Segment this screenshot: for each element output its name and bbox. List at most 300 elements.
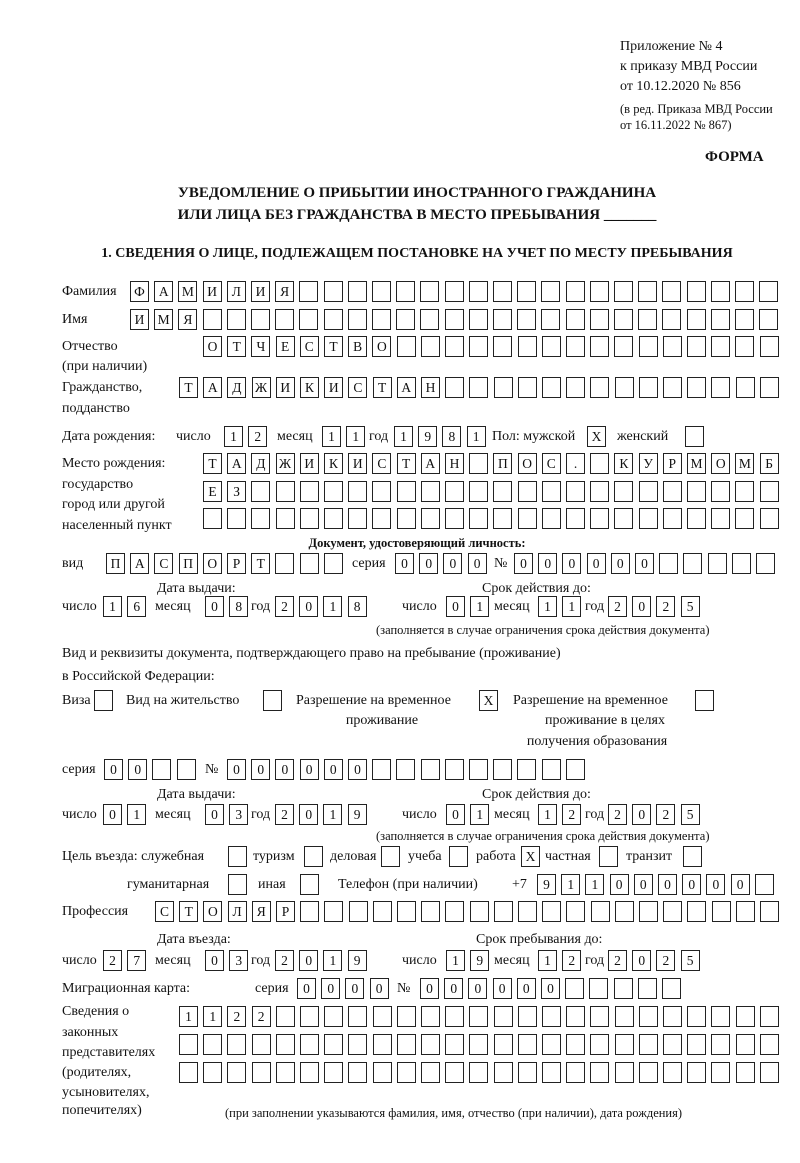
name-char-box[interactable] <box>469 309 488 330</box>
entry-year-char-box[interactable]: 0 <box>299 950 318 971</box>
surname-char-box[interactable]: И <box>203 281 222 302</box>
birthplace-char-box[interactable] <box>372 508 391 529</box>
issue-month-char-box[interactable]: 3 <box>229 804 248 825</box>
residence-number-char-box[interactable] <box>469 759 488 780</box>
representatives-char-box[interactable] <box>300 1006 319 1027</box>
doc-number-char-box[interactable]: 0 <box>587 553 606 574</box>
profession-char-box[interactable]: Т <box>179 901 198 922</box>
name-char-box[interactable] <box>735 309 754 330</box>
phone-char-box[interactable]: 1 <box>585 874 604 895</box>
patronymic-char-box[interactable] <box>639 336 658 357</box>
phone-char-box[interactable]: 0 <box>682 874 701 895</box>
representatives-char-box[interactable] <box>494 1034 513 1055</box>
name-char-box[interactable] <box>493 309 512 330</box>
surname-char-box[interactable] <box>517 281 536 302</box>
birthplace-char-box[interactable]: М <box>735 453 754 474</box>
representatives-char-box[interactable] <box>445 1062 464 1083</box>
issue-month-char-box[interactable]: 8 <box>229 596 248 617</box>
entry-year-char-box[interactable]: 2 <box>275 950 294 971</box>
patronymic-char-box[interactable]: Ч <box>251 336 270 357</box>
birthplace-char-box[interactable] <box>372 481 391 502</box>
doc-type-char-box[interactable]: П <box>106 553 125 574</box>
citizenship-char-box[interactable]: А <box>203 377 222 398</box>
phone-char-box[interactable]: 0 <box>634 874 653 895</box>
citizenship-char-box[interactable] <box>711 377 730 398</box>
doc-number-char-box[interactable]: 0 <box>635 553 654 574</box>
surname-char-box[interactable] <box>566 281 585 302</box>
issue-year-char-box[interactable]: 2 <box>275 804 294 825</box>
patronymic-char-box[interactable] <box>735 336 754 357</box>
profession-char-box[interactable]: Л <box>228 901 247 922</box>
name-char-box[interactable]: М <box>154 309 173 330</box>
surname-char-box[interactable] <box>687 281 706 302</box>
birthplace-char-box[interactable]: С <box>372 453 391 474</box>
migration-number-char-box[interactable]: 0 <box>493 978 512 999</box>
birth-year-char-box[interactable]: 1 <box>394 426 413 447</box>
residence-number-char-box[interactable] <box>493 759 512 780</box>
surname-char-box[interactable] <box>299 281 318 302</box>
citizenship-char-box[interactable] <box>518 377 537 398</box>
male-checkbox[interactable]: X <box>587 426 606 447</box>
birth-month-char-box[interactable]: 1 <box>346 426 365 447</box>
study-checkbox[interactable] <box>449 846 468 867</box>
representatives-char-box[interactable] <box>518 1034 537 1055</box>
birthplace-char-box[interactable] <box>469 508 488 529</box>
migration-number-char-box[interactable]: 0 <box>468 978 487 999</box>
valid-month-char-box[interactable]: 1 <box>538 596 557 617</box>
entry-day-char-box[interactable]: 7 <box>127 950 146 971</box>
migration-number-char-box[interactable] <box>614 978 633 999</box>
representatives-char-box[interactable] <box>421 1034 440 1055</box>
birth-day-char-box[interactable]: 1 <box>224 426 243 447</box>
profession-char-box[interactable] <box>324 901 343 922</box>
citizenship-char-box[interactable] <box>494 377 513 398</box>
birthplace-char-box[interactable]: Ж <box>276 453 295 474</box>
surname-char-box[interactable]: М <box>178 281 197 302</box>
citizenship-char-box[interactable] <box>736 377 755 398</box>
birthplace-char-box[interactable]: Е <box>203 481 222 502</box>
representatives-char-box[interactable] <box>518 1006 537 1027</box>
citizenship-char-box[interactable] <box>590 377 609 398</box>
representatives-char-box[interactable] <box>494 1006 513 1027</box>
representatives-char-box[interactable] <box>711 1034 730 1055</box>
private-checkbox[interactable] <box>599 846 618 867</box>
patronymic-char-box[interactable] <box>397 336 416 357</box>
surname-char-box[interactable] <box>759 281 778 302</box>
representatives-char-box[interactable] <box>469 1006 488 1027</box>
issue-year-char-box[interactable]: 2 <box>275 596 294 617</box>
valid-year-char-box[interactable]: 2 <box>608 596 627 617</box>
name-char-box[interactable] <box>445 309 464 330</box>
representatives-char-box[interactable] <box>736 1006 755 1027</box>
birthplace-char-box[interactable] <box>566 508 585 529</box>
visa-checkbox[interactable] <box>94 690 113 711</box>
citizenship-char-box[interactable] <box>566 377 585 398</box>
representatives-char-box[interactable] <box>566 1034 585 1055</box>
valid-year-char-box[interactable]: 2 <box>608 804 627 825</box>
birthplace-char-box[interactable] <box>445 508 464 529</box>
representatives-char-box[interactable] <box>276 1006 295 1027</box>
citizenship-char-box[interactable] <box>542 377 561 398</box>
migration-number-char-box[interactable]: 0 <box>517 978 536 999</box>
patronymic-char-box[interactable]: В <box>348 336 367 357</box>
patronymic-char-box[interactable] <box>518 336 537 357</box>
doc-type-char-box[interactable] <box>300 553 319 574</box>
surname-char-box[interactable] <box>638 281 657 302</box>
citizenship-char-box[interactable] <box>639 377 658 398</box>
issue-day-char-box[interactable]: 1 <box>127 804 146 825</box>
residence-number-char-box[interactable] <box>396 759 415 780</box>
representatives-char-box[interactable] <box>445 1034 464 1055</box>
patronymic-char-box[interactable]: Т <box>324 336 343 357</box>
representatives-char-box[interactable] <box>760 1062 779 1083</box>
name-char-box[interactable] <box>759 309 778 330</box>
representatives-char-box[interactable] <box>542 1006 561 1027</box>
until-day-char-box[interactable]: 1 <box>446 950 465 971</box>
birthplace-char-box[interactable] <box>276 481 295 502</box>
birthplace-char-box[interactable] <box>493 481 512 502</box>
issue-month-char-box[interactable]: 0 <box>205 596 224 617</box>
patronymic-char-box[interactable]: Т <box>227 336 246 357</box>
representatives-char-box[interactable] <box>373 1006 392 1027</box>
until-day-char-box[interactable]: 9 <box>470 950 489 971</box>
birthplace-char-box[interactable]: К <box>324 453 343 474</box>
migration-number-char-box[interactable] <box>589 978 608 999</box>
birthplace-char-box[interactable] <box>324 481 343 502</box>
birthplace-char-box[interactable] <box>469 481 488 502</box>
surname-char-box[interactable] <box>372 281 391 302</box>
residence-number-char-box[interactable] <box>517 759 536 780</box>
issue-day-char-box[interactable]: 1 <box>103 596 122 617</box>
representatives-char-box[interactable] <box>300 1062 319 1083</box>
surname-char-box[interactable]: Ф <box>130 281 149 302</box>
doc-series-char-box[interactable]: 0 <box>395 553 414 574</box>
name-char-box[interactable] <box>372 309 391 330</box>
representatives-char-box[interactable] <box>348 1062 367 1083</box>
phone-char-box[interactable]: 1 <box>561 874 580 895</box>
birthplace-char-box[interactable]: Т <box>203 453 222 474</box>
profession-char-box[interactable] <box>760 901 779 922</box>
patronymic-char-box[interactable]: О <box>203 336 222 357</box>
residence-number-char-box[interactable] <box>445 759 464 780</box>
name-char-box[interactable] <box>711 309 730 330</box>
representatives-char-box[interactable] <box>324 1062 343 1083</box>
migration-series-char-box[interactable]: 0 <box>370 978 389 999</box>
surname-char-box[interactable]: Я <box>275 281 294 302</box>
birthplace-char-box[interactable] <box>566 481 585 502</box>
representatives-char-box[interactable] <box>615 1062 634 1083</box>
profession-char-box[interactable]: С <box>155 901 174 922</box>
representatives-char-box[interactable] <box>445 1006 464 1027</box>
representatives-char-box[interactable] <box>590 1006 609 1027</box>
birthplace-char-box[interactable] <box>469 453 488 474</box>
representatives-char-box[interactable] <box>542 1062 561 1083</box>
name-char-box[interactable] <box>590 309 609 330</box>
issue-year-char-box[interactable]: 9 <box>348 804 367 825</box>
issue-year-char-box[interactable]: 8 <box>348 596 367 617</box>
birthplace-char-box[interactable] <box>518 481 537 502</box>
representatives-char-box[interactable] <box>736 1062 755 1083</box>
until-year-char-box[interactable]: 5 <box>681 950 700 971</box>
doc-number-char-box[interactable] <box>683 553 702 574</box>
valid-year-char-box[interactable]: 2 <box>656 596 675 617</box>
residence-number-char-box[interactable]: 0 <box>227 759 246 780</box>
surname-char-box[interactable] <box>396 281 415 302</box>
residence-number-char-box[interactable] <box>566 759 585 780</box>
profession-char-box[interactable]: О <box>203 901 222 922</box>
name-char-box[interactable] <box>396 309 415 330</box>
until-year-char-box[interactable]: 2 <box>656 950 675 971</box>
patronymic-char-box[interactable] <box>711 336 730 357</box>
residence-number-char-box[interactable] <box>372 759 391 780</box>
birthplace-char-box[interactable] <box>614 508 633 529</box>
surname-char-box[interactable] <box>541 281 560 302</box>
profession-char-box[interactable] <box>687 901 706 922</box>
representatives-char-box[interactable] <box>760 1034 779 1055</box>
valid-month-char-box[interactable]: 1 <box>538 804 557 825</box>
citizenship-char-box[interactable]: К <box>300 377 319 398</box>
surname-char-box[interactable]: А <box>154 281 173 302</box>
surname-char-box[interactable] <box>445 281 464 302</box>
residence-number-char-box[interactable]: 0 <box>275 759 294 780</box>
issue-year-char-box[interactable]: 1 <box>323 596 342 617</box>
birthplace-char-box[interactable] <box>493 508 512 529</box>
representatives-char-box[interactable] <box>687 1062 706 1083</box>
profession-char-box[interactable]: Р <box>276 901 295 922</box>
representatives-char-box[interactable] <box>711 1006 730 1027</box>
doc-number-char-box[interactable] <box>659 553 678 574</box>
surname-char-box[interactable] <box>662 281 681 302</box>
valid-year-char-box[interactable]: 2 <box>656 804 675 825</box>
representatives-char-box[interactable] <box>639 1006 658 1027</box>
birthplace-char-box[interactable] <box>445 481 464 502</box>
surname-char-box[interactable] <box>348 281 367 302</box>
phone-char-box[interactable]: 0 <box>610 874 629 895</box>
birthplace-char-box[interactable] <box>518 508 537 529</box>
profession-char-box[interactable] <box>421 901 440 922</box>
doc-number-char-box[interactable]: 0 <box>514 553 533 574</box>
valid-year-char-box[interactable]: 0 <box>632 804 651 825</box>
doc-series-char-box[interactable]: 0 <box>443 553 462 574</box>
patronymic-char-box[interactable] <box>493 336 512 357</box>
valid-year-char-box[interactable]: 0 <box>632 596 651 617</box>
representatives-char-box[interactable] <box>300 1034 319 1055</box>
patronymic-char-box[interactable] <box>663 336 682 357</box>
representatives-char-box[interactable] <box>421 1062 440 1083</box>
valid-month-char-box[interactable]: 2 <box>562 804 581 825</box>
phone-char-box[interactable]: 0 <box>706 874 725 895</box>
citizenship-char-box[interactable] <box>687 377 706 398</box>
valid-year-char-box[interactable]: 5 <box>681 804 700 825</box>
residence-series-char-box[interactable]: 0 <box>128 759 147 780</box>
name-char-box[interactable] <box>517 309 536 330</box>
until-month-char-box[interactable]: 2 <box>562 950 581 971</box>
profession-char-box[interactable] <box>470 901 489 922</box>
birthplace-char-box[interactable] <box>590 481 609 502</box>
profession-char-box[interactable] <box>591 901 610 922</box>
representatives-char-box[interactable] <box>179 1062 198 1083</box>
surname-char-box[interactable]: Л <box>227 281 246 302</box>
business-checkbox[interactable] <box>381 846 400 867</box>
migration-series-char-box[interactable]: 0 <box>297 978 316 999</box>
birthplace-char-box[interactable] <box>542 481 561 502</box>
phone-char-box[interactable]: 0 <box>658 874 677 895</box>
female-checkbox[interactable] <box>685 426 704 447</box>
representatives-char-box[interactable] <box>663 1006 682 1027</box>
birthplace-char-box[interactable]: З <box>227 481 246 502</box>
doc-number-char-box[interactable]: 0 <box>538 553 557 574</box>
edu-permit-checkbox[interactable] <box>695 690 714 711</box>
birthplace-char-box[interactable] <box>639 508 658 529</box>
birthplace-char-box[interactable] <box>227 508 246 529</box>
birth-year-char-box[interactable]: 8 <box>442 426 461 447</box>
representatives-char-box[interactable] <box>663 1062 682 1083</box>
residence-series-char-box[interactable]: 0 <box>104 759 123 780</box>
birthplace-char-box[interactable] <box>348 508 367 529</box>
valid-day-char-box[interactable]: 1 <box>470 596 489 617</box>
citizenship-char-box[interactable] <box>615 377 634 398</box>
representatives-char-box[interactable] <box>373 1034 392 1055</box>
entry-day-char-box[interactable]: 2 <box>103 950 122 971</box>
patronymic-char-box[interactable] <box>421 336 440 357</box>
profession-char-box[interactable] <box>300 901 319 922</box>
until-year-char-box[interactable]: 0 <box>632 950 651 971</box>
representatives-char-box[interactable] <box>276 1062 295 1083</box>
birthplace-char-box[interactable]: А <box>227 453 246 474</box>
doc-type-char-box[interactable]: О <box>203 553 222 574</box>
migration-number-char-box[interactable]: 0 <box>444 978 463 999</box>
representatives-char-box[interactable] <box>348 1006 367 1027</box>
doc-type-char-box[interactable] <box>324 553 343 574</box>
birthplace-char-box[interactable] <box>203 508 222 529</box>
doc-type-char-box[interactable]: С <box>154 553 173 574</box>
surname-char-box[interactable] <box>735 281 754 302</box>
representatives-char-box[interactable] <box>687 1006 706 1027</box>
representatives-char-box[interactable]: 1 <box>203 1006 222 1027</box>
name-char-box[interactable] <box>614 309 633 330</box>
issue-year-char-box[interactable]: 0 <box>299 596 318 617</box>
patronymic-char-box[interactable] <box>687 336 706 357</box>
representatives-char-box[interactable] <box>760 1006 779 1027</box>
representatives-char-box[interactable] <box>324 1034 343 1055</box>
representatives-char-box[interactable] <box>566 1062 585 1083</box>
citizenship-char-box[interactable]: Ж <box>252 377 271 398</box>
valid-day-char-box[interactable]: 0 <box>446 596 465 617</box>
representatives-char-box[interactable] <box>494 1062 513 1083</box>
profession-char-box[interactable] <box>615 901 634 922</box>
representatives-char-box[interactable] <box>203 1034 222 1055</box>
migration-series-char-box[interactable]: 0 <box>321 978 340 999</box>
birthplace-char-box[interactable]: У <box>639 453 658 474</box>
birthplace-char-box[interactable]: О <box>518 453 537 474</box>
representatives-char-box[interactable]: 2 <box>252 1006 271 1027</box>
doc-type-char-box[interactable] <box>275 553 294 574</box>
issue-year-char-box[interactable]: 1 <box>323 804 342 825</box>
doc-number-char-box[interactable] <box>732 553 751 574</box>
birthplace-char-box[interactable]: М <box>687 453 706 474</box>
issue-day-char-box[interactable]: 0 <box>103 804 122 825</box>
birthplace-char-box[interactable] <box>324 508 343 529</box>
until-month-char-box[interactable]: 1 <box>538 950 557 971</box>
patronymic-char-box[interactable]: С <box>300 336 319 357</box>
migration-series-char-box[interactable]: 0 <box>345 978 364 999</box>
doc-number-char-box[interactable] <box>756 553 775 574</box>
citizenship-char-box[interactable]: С <box>348 377 367 398</box>
migration-number-char-box[interactable] <box>638 978 657 999</box>
issue-day-char-box[interactable]: 6 <box>127 596 146 617</box>
surname-char-box[interactable] <box>493 281 512 302</box>
name-char-box[interactable] <box>299 309 318 330</box>
profession-char-box[interactable] <box>518 901 537 922</box>
citizenship-char-box[interactable]: И <box>276 377 295 398</box>
name-char-box[interactable] <box>566 309 585 330</box>
name-char-box[interactable] <box>662 309 681 330</box>
birthplace-char-box[interactable] <box>687 481 706 502</box>
patronymic-char-box[interactable]: Е <box>276 336 295 357</box>
citizenship-char-box[interactable]: Т <box>179 377 198 398</box>
temp-permit-checkbox[interactable]: X <box>479 690 498 711</box>
name-char-box[interactable] <box>348 309 367 330</box>
profession-char-box[interactable] <box>542 901 561 922</box>
citizenship-char-box[interactable]: А <box>397 377 416 398</box>
until-year-char-box[interactable]: 2 <box>608 950 627 971</box>
phone-char-box[interactable] <box>755 874 774 895</box>
patronymic-char-box[interactable] <box>760 336 779 357</box>
residence-number-char-box[interactable] <box>542 759 561 780</box>
birthplace-char-box[interactable] <box>300 481 319 502</box>
residence-permit-checkbox[interactable] <box>263 690 282 711</box>
representatives-char-box[interactable] <box>663 1034 682 1055</box>
work-checkbox[interactable]: X <box>521 846 540 867</box>
representatives-char-box[interactable] <box>711 1062 730 1083</box>
birthplace-char-box[interactable] <box>614 481 633 502</box>
birthplace-char-box[interactable]: К <box>614 453 633 474</box>
birthplace-char-box[interactable]: П <box>493 453 512 474</box>
residence-number-char-box[interactable]: 0 <box>300 759 319 780</box>
birthplace-char-box[interactable] <box>735 481 754 502</box>
representatives-char-box[interactable] <box>252 1062 271 1083</box>
patronymic-char-box[interactable] <box>469 336 488 357</box>
name-char-box[interactable] <box>227 309 246 330</box>
doc-series-char-box[interactable]: 0 <box>468 553 487 574</box>
name-char-box[interactable] <box>324 309 343 330</box>
birthplace-char-box[interactable] <box>397 508 416 529</box>
citizenship-char-box[interactable] <box>663 377 682 398</box>
tourism-checkbox[interactable] <box>304 846 323 867</box>
profession-char-box[interactable] <box>397 901 416 922</box>
residence-series-char-box[interactable] <box>152 759 171 780</box>
doc-type-char-box[interactable]: П <box>179 553 198 574</box>
representatives-char-box[interactable] <box>639 1062 658 1083</box>
valid-month-char-box[interactable]: 1 <box>562 596 581 617</box>
doc-number-char-box[interactable]: 0 <box>562 553 581 574</box>
patronymic-char-box[interactable] <box>590 336 609 357</box>
surname-char-box[interactable] <box>711 281 730 302</box>
doc-type-char-box[interactable]: Т <box>251 553 270 574</box>
representatives-char-box[interactable] <box>736 1034 755 1055</box>
migration-number-char-box[interactable]: 0 <box>541 978 560 999</box>
name-char-box[interactable] <box>541 309 560 330</box>
birthplace-char-box[interactable] <box>711 508 730 529</box>
birthplace-char-box[interactable] <box>639 481 658 502</box>
valid-year-char-box[interactable]: 5 <box>681 596 700 617</box>
birth-year-char-box[interactable]: 1 <box>467 426 486 447</box>
representatives-char-box[interactable] <box>615 1006 634 1027</box>
birthplace-char-box[interactable]: Н <box>445 453 464 474</box>
representatives-char-box[interactable] <box>324 1006 343 1027</box>
profession-char-box[interactable] <box>712 901 731 922</box>
birthplace-char-box[interactable] <box>760 508 779 529</box>
